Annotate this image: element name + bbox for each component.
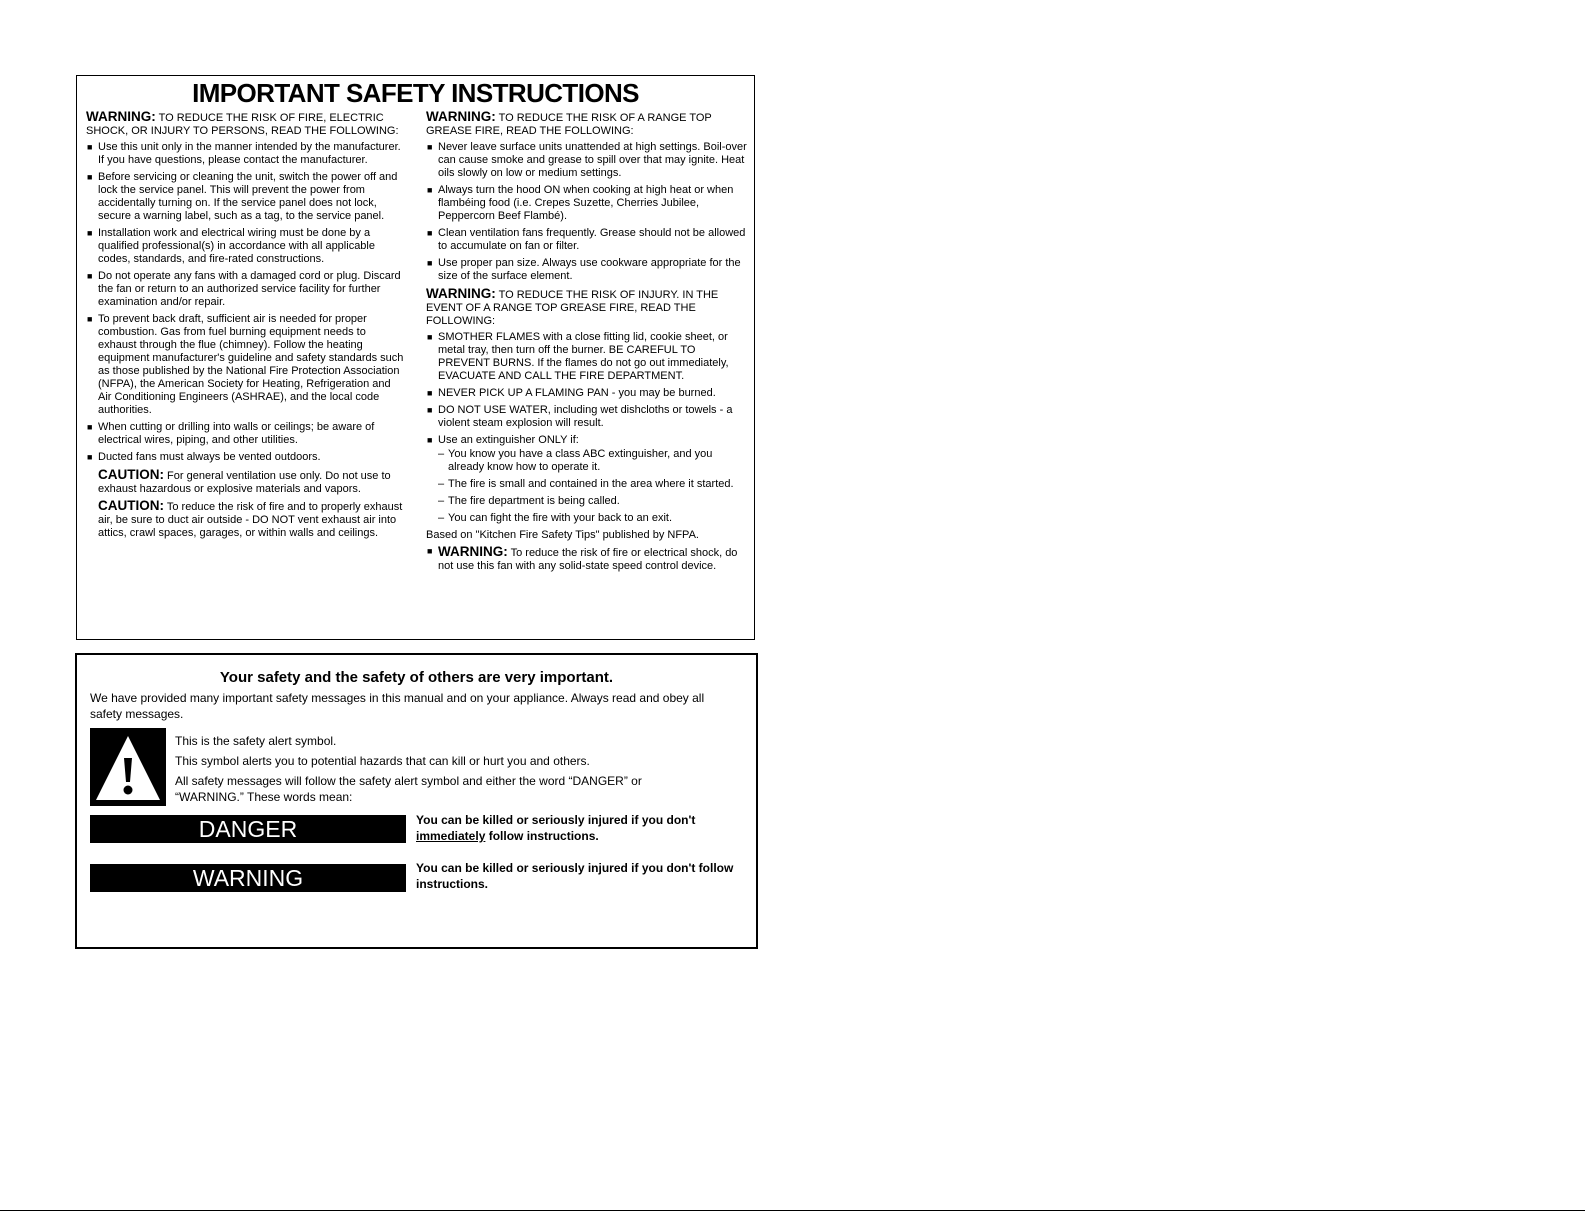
warning-meaning: You can be killed or seriously injured if you don't follow instructions.: [416, 861, 734, 891]
warning-signal-word: WARNING: [90, 864, 406, 892]
left-instruction-list: [86, 141, 406, 464]
safety-heading: Your safety and the safety of others are very important.: [219, 669, 614, 686]
extinguisher-conditions: [438, 448, 748, 525]
square-bullet-icon: ■: [87, 271, 93, 281]
alert-line: This symbol alerts you to potential hazards that can kill or hurt you and others.: [175, 754, 590, 768]
warning-word: WARNING:: [438, 544, 508, 559]
list-item: ■ Clean ventilation fans frequently. Grease should not be allowed to accumulate on fan or filter.: [427, 227, 746, 252]
safety-intro: We have provided many important safety messages in this manual and on your appliance. Always read and obey all safety messages.: [90, 691, 705, 721]
square-bullet-icon: ■: [87, 172, 93, 182]
safety-messages-panel: [75, 653, 758, 949]
caution-word: CAUTION:: [98, 467, 164, 482]
warning-intro: [86, 110, 406, 138]
list-item: ■ Use an extinguisher ONLY if: – You know you have a class ABC extinguisher, and you already know how to operate it. – The fire is small and contained in the area where it started. – The fire department is being called. – You can fight the fire with your back to an exit.: [426, 434, 748, 525]
warning-grease-fire: WARNING: TO REDUCE THE RISK OF A RANGE TOP GREASE FIRE, READ THE FOLLOWING:: [426, 109, 712, 137]
list-item: ■ When cutting or drilling into walls or ceilings; be aware of electrical wires, piping, and other utilities.: [87, 421, 375, 446]
warning-text: TO REDUCE THE RISK OF FIRE, ELECTRIC SHOCK, OR INJURY TO PERSONS, READ THE FOLLOWING:: [86, 112, 399, 137]
alert-line: All safety messages will follow the safety alert symbol and either the word “DANGER” or “WARNING.” These words mean:: [175, 774, 642, 804]
danger-signal-word: DANGER: [90, 815, 406, 843]
square-bullet-icon: ■: [427, 546, 433, 556]
list-item: ■ Use proper pan size. Always use cookware appropriate for the size of the surface element.: [427, 257, 741, 282]
caution-general-use: CAUTION: For general ventilation use only. Do not use to exhaust hazardous or explosive materials and vapors.: [98, 467, 391, 495]
list-item: ■ Before servicing or cleaning the unit, switch the power off and lock the service panel. This will prevent the power from accidentally turning on. If the service panel does not lock, secure a warning label, such as a tag, to the service panel.: [87, 171, 398, 222]
nfpa-source-note: Based on "Kitchen Fire Safety Tips" published by NFPA.: [426, 529, 699, 541]
list-item: ■ DO NOT USE WATER, including wet dishcloths or towels - a violent steam explosion will result.: [427, 404, 733, 429]
list-item: – The fire is small and contained in the area where it started.: [438, 478, 734, 490]
warning-word: WARNING:: [426, 286, 496, 301]
left-column: [86, 110, 406, 543]
important-safety-instructions-panel: [76, 75, 755, 640]
grease-fire-list: [426, 141, 748, 283]
caution-word: CAUTION:: [98, 498, 164, 513]
square-bullet-icon: ■: [87, 422, 93, 432]
speed-control-warning: [426, 545, 748, 573]
page-bottom-rule: [0, 1210, 1585, 1211]
square-bullet-icon: ■: [87, 314, 93, 324]
list-item: ■ Use this unit only in the manner intended by the manufacturer. If you have questions, please contact the manufacturer.: [87, 141, 401, 166]
square-bullet-icon: ■: [87, 142, 93, 152]
danger-meaning: You can be killed or seriously injured if you don't immediately follow instructions.: [416, 813, 696, 843]
list-item: – The fire department is being called.: [438, 495, 620, 507]
square-bullet-icon: ■: [427, 388, 433, 398]
list-item: ■ SMOTHER FLAMES with a close fitting lid, cookie sheet, or metal tray, then turn off the burner. BE CAREFUL TO PREVENT BURNS. If the flames do not go out immediately, EVACUATE AND CALL THE FIRE DEPARTMENT.: [427, 331, 729, 382]
injury-list: [426, 331, 748, 525]
list-item: ■ NEVER PICK UP A FLAMING PAN - you may be burned.: [427, 387, 716, 399]
list-item: ■ Installation work and electrical wiring must be done by a qualified professional(s) in accordance with all applicable codes, standards, and fire-rated constructions.: [87, 227, 375, 265]
square-bullet-icon: ■: [427, 142, 433, 152]
list-item: ■ Always turn the hood ON when cooking at high heat or when flambéing food (i.e. Crepes Suzette, Cherries Jubilee, Peppercorn Beef Flambé).: [427, 184, 734, 222]
square-bullet-icon: ■: [427, 435, 433, 445]
list-item: – You know you have a class ABC extinguisher, and you already know how to operate it.: [438, 448, 713, 473]
list-item: ■ WARNING: To reduce the risk of fire or electrical shock, do not use this fan with any solid-state speed control device.: [427, 544, 738, 572]
square-bullet-icon: ■: [87, 228, 93, 238]
warning-injury: WARNING: TO REDUCE THE RISK OF INJURY. IN THE EVENT OF A RANGE TOP GREASE FIRE, READ THE FOLLOWING:: [426, 286, 719, 327]
list-item: – You can fight the fire with your back to an exit.: [438, 512, 673, 524]
square-bullet-icon: ■: [427, 405, 433, 415]
square-bullet-icon: ■: [427, 258, 433, 268]
warning-word: WARNING:: [426, 109, 496, 124]
square-bullet-icon: ■: [427, 332, 433, 342]
square-bullet-icon: ■: [427, 228, 433, 238]
dash-icon: –: [438, 448, 445, 460]
warning-word: WARNING:: [86, 109, 156, 124]
page-title: IMPORTANT SAFETY INSTRUCTIONS: [192, 78, 639, 108]
caution-duct-outside: CAUTION: To reduce the risk of fire and to properly exhaust air, be sure to duct air outside - DO NOT vent exhaust air into attics, crawl spaces, garages, or within walls and ceilings.: [98, 498, 403, 539]
list-item: ■ Never leave surface units unattended at high settings. Boil-over can cause smoke and grease to spill over that may ignite. Heat oils slowly on low or medium settings.: [427, 141, 747, 179]
alert-line: This is the safety alert symbol.: [175, 734, 337, 748]
square-bullet-icon: ■: [427, 185, 433, 195]
dash-icon: –: [438, 478, 445, 490]
alert-symbol-explanation: [175, 733, 705, 809]
list-item: ■ Ducted fans must always be vented outdoors.: [87, 451, 321, 463]
safety-alert-triangle-icon: [90, 728, 166, 806]
dash-icon: –: [438, 495, 445, 507]
square-bullet-icon: ■: [87, 452, 93, 462]
list-item: ■ Do not operate any fans with a damaged cord or plug. Discard the fan or return to an authorized service facility for further examination and/or repair.: [87, 270, 401, 308]
dash-icon: –: [438, 512, 445, 524]
list-item: ■ To prevent back draft, sufficient air is needed for proper combustion. Gas from fuel burning equipment needs to exhaust through the flue (chimney). Follow the heating equipment manufacturer's guideline and safety standards such as those published by the National Fire Protection Association (NFPA), the American Society for Heating, Refrigeration and Air Conditioning Engineers (ASHRAE), and the local code authorities.: [87, 313, 404, 416]
right-column: [426, 110, 748, 577]
